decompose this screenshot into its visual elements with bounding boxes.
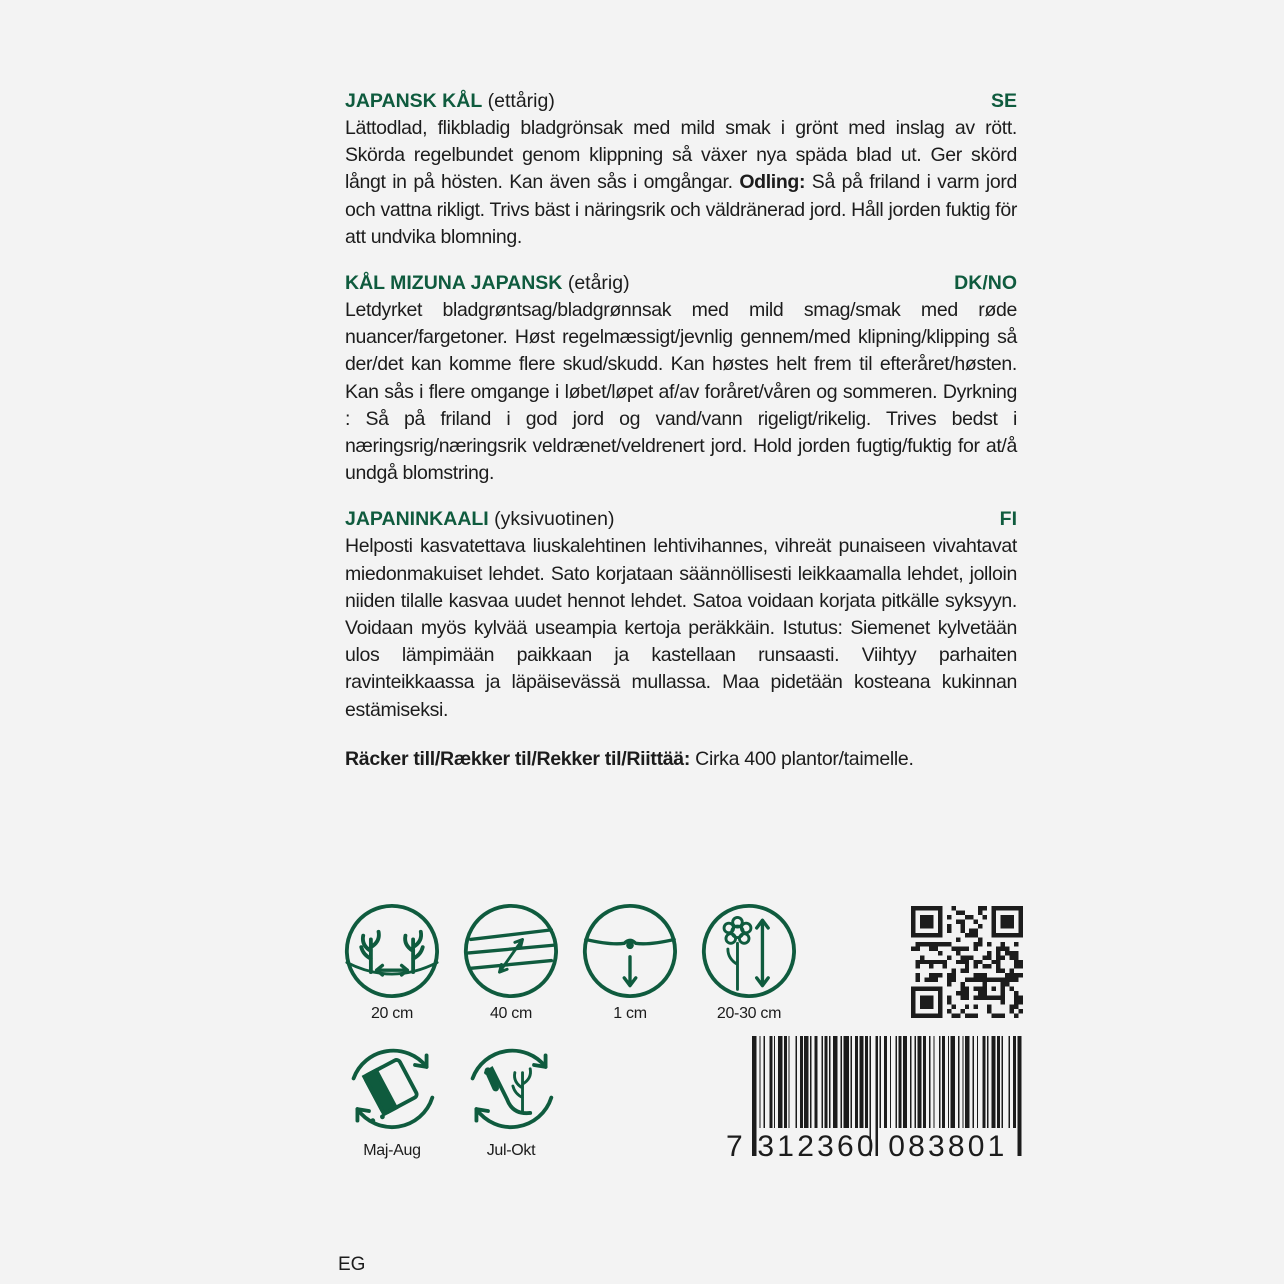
language-code: SE — [990, 90, 1017, 112]
yield-info — [345, 746, 1017, 773]
footer-code: EG — [338, 1254, 366, 1275]
variety-duration: (ettårig) — [482, 90, 555, 112]
description-bold-label: Odling: — [739, 171, 806, 194]
variety-name: KÅL MIZUNA JAPANSK — [345, 272, 563, 295]
icon-caption: 20-30 cm — [716, 1005, 782, 1022]
sowing-time-icon — [342, 1040, 442, 1160]
section-danish-norwegian — [345, 270, 1017, 487]
variety-name: JAPANINKAALI — [345, 508, 489, 531]
harvest-time-icon — [461, 1040, 561, 1160]
plant-spacing-icon — [342, 903, 442, 1023]
section-finnish — [345, 506, 1017, 723]
plant-height-icon — [699, 903, 799, 1023]
icon-caption: Jul-Okt — [486, 1142, 536, 1159]
icon-caption: 40 cm — [489, 1005, 533, 1022]
barcode — [726, 1036, 1026, 1166]
yield-label: Räcker till/Rækker til/Rekker til/Riittää: — [345, 747, 691, 770]
section-description: Helposti kasvatettava liuskalehtinen lehtivihannes, vihreät punaiseen vivahtavat miedonmakuiset lehdet. Sato korjataan säännöllisesti leikkaamalla lehdet, jolloin niiden tilalle kasvaa uudet hennot lehdet. Satoa voidaan korjata pitkälle syksyyn. Voidaan myös kylvää useampia kertoja peräkkäin. Istutus: Siemenet kylvetään ulos lämpimään paikkaan ja kastellaan runsaasti. Viihtyy parhaiten ravinteikkaassa ja läpäisevässä mullassa. Maa pidetään kosteana kukinnan estämiseksi. — [345, 535, 1017, 721]
variety-duration: (etårig) — [562, 272, 630, 295]
icon-caption: 20 cm — [370, 1005, 414, 1022]
yield-value: Cirka 400 plantor/taimelle. — [690, 747, 914, 770]
description-text-continued: Så på friland i varm jord och vattna rikligt. Trivs bäst i näringsrik och väldränerad jord. Håll jorden fuktig för att undvika blomning. — [345, 171, 1017, 248]
barcode-digits: 7 312360 083801 — [726, 1130, 1008, 1163]
icon-caption: Maj-Aug — [363, 1142, 421, 1159]
section-header — [345, 270, 1017, 297]
language-code: FI — [999, 508, 1017, 531]
section-title — [345, 88, 555, 115]
section-description — [345, 115, 1017, 251]
seed-packet-text — [345, 88, 1017, 773]
section-swedish — [345, 88, 1017, 251]
section-header — [345, 88, 1017, 115]
qr-code[interactable] — [911, 906, 1023, 1018]
description-text: Lättodlad, flikbladig bladgrönsak med mild smak i grönt med inslag av rött. Skörda regelbundet genom klippning så växer nya späda blad ut. Ger skörd långt in på hösten. Kan även sås i omgångar. — [345, 117, 1017, 194]
variety-duration: (yksivuotinen) — [488, 508, 615, 531]
language-code: DK/NO — [954, 272, 1017, 295]
icon-caption: 1 cm — [613, 1005, 647, 1022]
section-title — [345, 270, 630, 297]
variety-name: JAPANSK KÅL — [345, 90, 483, 112]
sowing-depth-icon — [580, 903, 680, 1023]
section-description: Letdyrket bladgrøntsag/bladgrønnsak med mild smag/smak med røde nuancer/fargetoner. Høst regelmæssigt/jevnlig gennem/med klipning/klipping så der/det kan komme flere skud/skudd. Kan høstes helt frem til efteråret/høsten. Kan sås i flere omgange i løbet/løpet af/av foråret/våren og sommeren. Dyrkning : Så på friland i god jord og vand/vann rigeligt/rikelig. Trives bedst i næringsrig/næringsrik veldrænet/veldrenert jord. Hold jorden fugtig/fuktig for at/å undgå blomstring. — [345, 299, 1017, 485]
row-spacing-icon — [461, 903, 561, 1023]
section-header — [345, 506, 1017, 533]
section-title — [345, 506, 614, 533]
